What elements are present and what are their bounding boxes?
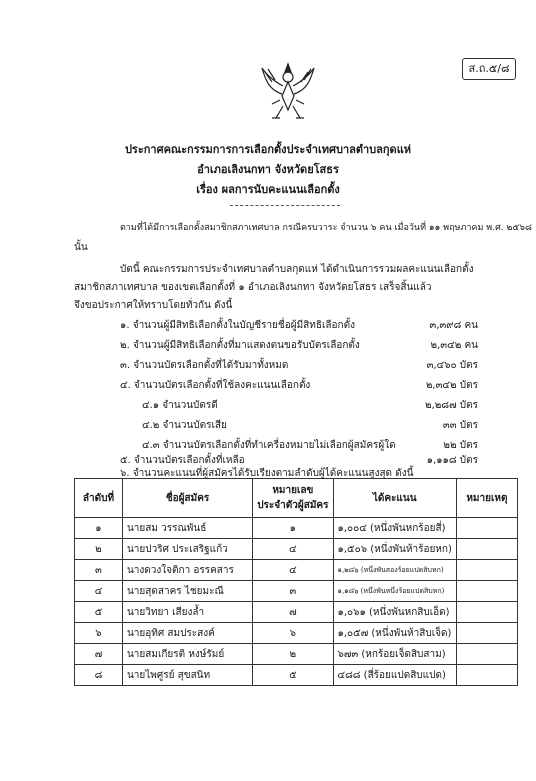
cell-number: ๓ — [253, 581, 333, 602]
cell-rank: ๘ — [75, 665, 123, 686]
cell-score: ๔๘๘ (สี่ร้อยแปดสิบแปด) — [333, 665, 456, 686]
stat-label: ๔.๑ จำนวนบัตรดี — [142, 400, 218, 411]
paragraph-1-line-2: นั้น — [74, 242, 88, 253]
cell-name: นายวิทยา เสียงล้ำ — [122, 602, 252, 623]
announcement-subject: เรื่อง ผลการนับคะแนนเลือกตั้ง — [196, 183, 340, 196]
cell-note — [456, 581, 517, 602]
cell-rank: ๑ — [75, 518, 123, 539]
cell-rank: ๗ — [75, 644, 123, 665]
cell-note — [456, 623, 517, 644]
stat-value: ๓,๔๖๐ บัตร — [426, 360, 478, 371]
stat-label: ๔.๒ จำนวนบัตรเสีย — [142, 420, 227, 431]
cell-number: ๖ — [253, 623, 333, 644]
cell-number: ๔ — [253, 560, 333, 581]
table-row — [75, 539, 518, 560]
paragraph-2-line-2: สมาชิกสภาเทศบาล ของเขตเลือกตั้งที่ ๑ อำเภอเลิงนกทา จังหวัดยโสธร เสร็จสิ้นแล้ว — [74, 282, 432, 293]
cell-score: ๑,๐๐๔ (หนึ่งพันหกร้อยสี่) — [333, 518, 456, 539]
cell-number: ๗ — [253, 602, 333, 623]
announcement-title: ประกาศคณะกรรมการการเลือกตั้งประจำเทศบาลตำบลกุดแห่ — [124, 143, 412, 156]
paragraph-1-line-1: ตามที่ได้มีการเลือกตั้งสมาชิกสภาเทศบาล กรณีครบวาระ จำนวน ๖ คน เมื่อวันที่ ๑๑ พฤษภาคม พ.ศ. ๒๕๖๘ — [120, 223, 532, 233]
cell-score: ๑,๐๖๑ (หนึ่งพันหกสิบเอ็ด) — [333, 602, 456, 623]
stat-label: ๓. จำนวนบัตรเลือกตั้งที่ได้รับมาทั้งหมด — [120, 360, 289, 371]
cell-note — [456, 602, 517, 623]
stat-label: ๖. จำนวนคะแนนที่ผู้สมัครได้รับเรียงตามลำดับผู้ได้คะแนนสูงสุด ดังนี้ — [120, 468, 414, 479]
stat-value: ๑,๑๑๘ บัตร — [426, 455, 478, 466]
cell-name: นายปวริศ ประเสริฐแก้ว — [122, 539, 252, 560]
cell-rank: ๖ — [75, 623, 123, 644]
stat-value: ๒,๓๔๒ บัตร — [425, 380, 478, 391]
col-header-rank: ลำดับที่ — [75, 479, 123, 518]
cell-score: ๑,๒๘๖ (หนึ่งพันสองร้อยแปดสิบหก) — [333, 560, 456, 581]
col-header-number-line1: หมายเลข — [272, 485, 314, 496]
results-table — [74, 478, 518, 686]
table-row — [75, 602, 518, 623]
cell-name: นายสุดสาคร ไชยมะณี — [122, 581, 252, 602]
cell-rank: ๔ — [75, 581, 123, 602]
paragraph-2-line-3: จึงขอประกาศให้ทราบโดยทั่วกัน ดังนี้ — [74, 300, 233, 311]
cell-note — [456, 539, 517, 560]
cell-note — [456, 560, 517, 581]
cell-number: ๑ — [253, 518, 333, 539]
cell-rank: ๕ — [75, 602, 123, 623]
cell-score: ๑,๕๐๖ (หนึ่งพันห้าร้อยหก) — [333, 539, 456, 560]
col-header-note: หมายเหตุ — [456, 479, 517, 518]
title-divider — [230, 205, 340, 206]
col-header-name: ชื่อผู้สมัคร — [122, 479, 252, 518]
paragraph-2-line-1: บัดนี้ คณะกรรมการประจำเทศบาลตำบลกุดแห่ ได้ดำเนินการรวมผลคะแนนเลือกตั้ง — [120, 264, 474, 275]
table-row — [75, 518, 518, 539]
cell-number: ๒ — [253, 644, 333, 665]
col-header-number-line2: ประจำตัวผู้สมัคร — [257, 500, 329, 511]
cell-number: ๕ — [253, 665, 333, 686]
cell-score: ๑,๑๘๖ (หนึ่งพันหนึ่งร้อยแปดสิบหก) — [333, 581, 456, 602]
stat-label: ๔. จำนวนบัตรเลือกตั้งที่ใช้ลงคะแนนเลือกตั้ง — [120, 380, 311, 391]
cell-name: นางดวงใจติกา อรรคสาร — [122, 560, 252, 581]
table-row — [75, 665, 518, 686]
cell-rank: ๒ — [75, 539, 123, 560]
stat-label: ๔.๓ จำนวนบัตรเลือกตั้งที่ทำเครื่องหมายไม่เลือกผู้สมัครผู้ใด — [142, 440, 396, 451]
stat-value: ๒๒ บัตร — [443, 440, 478, 451]
cell-note — [456, 518, 517, 539]
table-header-row — [75, 479, 518, 518]
cell-note — [456, 644, 517, 665]
stat-label: ๕. จำนวนบัตรเลือกตั้งที่เหลือ — [120, 455, 245, 466]
cell-name: นายไพศูรย์ สุขสนิท — [122, 665, 252, 686]
table-row — [75, 623, 518, 644]
cell-rank: ๓ — [75, 560, 123, 581]
table-row — [75, 644, 518, 665]
cell-name: นายสม วรรณพันธ์ — [122, 518, 252, 539]
form-code-box: ส.ถ.๕/๘ — [462, 58, 516, 80]
announcement-location: อำเภอเลิงนกทา จังหวัดยโสธร — [197, 163, 339, 176]
cell-score: ๖๗๓ (หกร้อยเจ็ดสิบสาม) — [333, 644, 456, 665]
cell-note — [456, 665, 517, 686]
cell-score: ๑,๐๕๗ (หนึ่งพันห้าสิบเจ็ด) — [333, 623, 456, 644]
stat-value: ๓๓ บัตร — [442, 420, 478, 431]
stat-label: ๑. จำนวนผู้มีสิทธิเลือกตั้งในบัญชีรายชื่อผู้มีสิทธิเลือกตั้ง — [120, 320, 355, 331]
stat-value: ๒,๒๘๗ บัตร — [425, 400, 478, 411]
table-row — [75, 560, 518, 581]
stat-value: ๓,๓๙๘ คน — [429, 320, 478, 331]
cell-name: นายสมเกียรติ หงษ์รัมย์ — [122, 644, 252, 665]
table-row — [75, 581, 518, 602]
col-header-score: ได้คะแนน — [333, 479, 456, 518]
cell-number: ๔ — [253, 539, 333, 560]
stat-label: ๒. จำนวนผู้มีสิทธิเลือกตั้งที่มาแสดงตนขอรับบัตรเลือกตั้ง — [120, 340, 360, 351]
cell-name: นายอุทิศ สมประสงค์ — [122, 623, 252, 644]
garuda-emblem-icon — [258, 60, 318, 122]
stat-value: ๒,๓๔๒ คน — [430, 340, 478, 351]
col-header-number — [253, 479, 333, 518]
